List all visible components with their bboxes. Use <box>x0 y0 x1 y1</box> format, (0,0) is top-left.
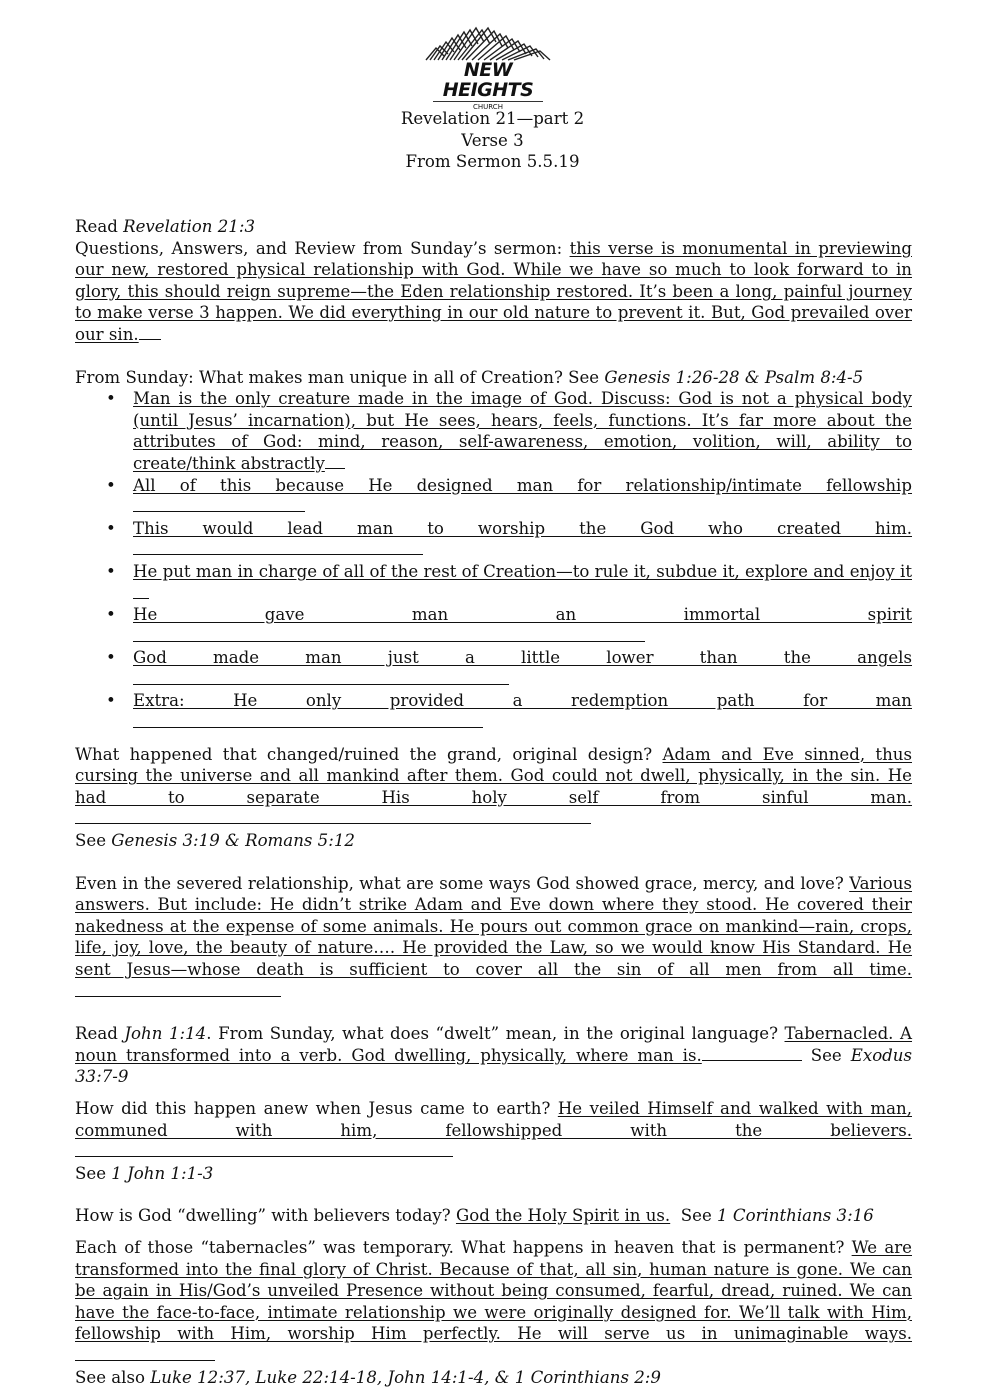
logo-subtitle: CHURCH <box>433 101 543 112</box>
section-jesus-came: How did this happen anew when Jesus came to earth? He veiled Himself and walked with man, communed with him, fellowshipped with the believers. See 1 John 1:1-3 <box>75 1098 912 1183</box>
list-item: • God made man just a little lower than the angels <box>133 647 912 690</box>
question-text: How is God “dwelling” with believers today? <box>75 1206 456 1226</box>
header-verse: Verse 3 <box>461 130 524 150</box>
church-logo <box>420 26 556 111</box>
question-text: Each of those “tabernacles” was temporary. What happens in heaven that is permanent? <box>75 1237 852 1257</box>
question-text: Questions, Answers, and Review from Sunday’s sermon: <box>75 238 570 258</box>
list-item: • Extra: He only provided a redemption path for man <box>133 690 912 733</box>
header-title: Revelation 21—part 2 <box>400 109 585 128</box>
answer-text: Various answers. But include: He didn’t strike Adam and Eve down where they stood. He covered their nakedness at the expense of some animals. He pours out common grace on mankind—rain, crops, life, joy, love, the beauty of nature…. He provided the Law, so we would know His Standard. He sent Jesus—whose death is sufficient to cover all the sin of all men from all time. <box>75 873 912 979</box>
scripture-ref: John 1:14 <box>124 1024 207 1044</box>
bullet-icon: • <box>106 561 116 581</box>
section-dwelling-today: How is God “dwelling” with believers today? God the Holy Spirit in us. See 1 Corinthians 3:16 <box>75 1206 874 1226</box>
section-original-design: What happened that changed/ruined the grand, original design? Adam and Eve sinned, thus cursing the universe and all mankind after them. God could not dwell, physically, in the sin. He had to separate His holy self from sinful man. See Genesis 3:19 & Romans 5:12 <box>75 744 912 851</box>
list-item: • This would lead man to worship the God who created him. <box>133 518 912 561</box>
list-item: • He put man in charge of all of the rest of Creation—to rule it, subdue it, explore and enjoy it <box>133 561 912 604</box>
answer-blank <box>75 1142 453 1157</box>
section-grace-mercy-love <box>75 873 912 1003</box>
header-sermon-date: From Sermon 5.5.19 <box>405 152 580 171</box>
bullet-icon: • <box>106 691 116 711</box>
worksheet-body <box>75 216 912 1388</box>
scripture-ref: Genesis 3:19 & Romans 5:12 <box>111 831 355 851</box>
answer-blank <box>75 809 591 824</box>
bullet-icon: • <box>106 475 116 495</box>
answer-text: We are transformed into the final glory of Christ. Because of that, all sin, human nature is gone. We can be again in His/God’s unveiled Presence without being consumed, fearful, dread, ruined. We can have the face-to-face, intimate relationship we were originally designed for. We’ll talk with Him, fellowship with Him, worship Him perfectly. He will serve us in unimaginable ways. <box>75 1237 912 1344</box>
question-text: How did this happen anew when Jesus came to earth? <box>75 1098 558 1118</box>
mountain-logo-icon <box>422 26 554 62</box>
bullet-icon: • <box>106 518 116 538</box>
scripture-ref: Luke 12:37, Luke 22:14-18, John 14:1-4, & 1 Corinthians 2:9 <box>150 1367 661 1387</box>
bullet-icon: • <box>106 605 116 625</box>
logo-wordmark: NEW HEIGHTS <box>442 59 534 101</box>
section-heaven-permanent: Each of those “tabernacles” was temporary. What happens in heaven that is permanent? We are transformed into the final glory of Christ. Because of that, all sin, human nature is gone. We can be again in His/God’s unveiled Presence without being consumed, fearful, dread, ruined. We can have the face-to-face, intimate relationship we were originally designed for. We’ll talk with Him, fellowship with Him, worship Him perfectly. He will serve us in unimaginable ways. See also Luke 12:37, Luke 22:14-18, John 14:1-4, & 1 Corinthians 2:9 <box>75 1237 912 1387</box>
question-text: From Sunday: What makes man unique in all of Creation? See <box>75 367 605 387</box>
list-item: • Man is the only creature made in the image of God. Discuss: God is not a physical body (until Jesus’ incarnation), but He sees, hears, feels, functions. It’s far more about the attributes of God: mind, reason, self-awareness, emotion, volition, will, ability to create/think abstractly <box>106 389 912 473</box>
scripture-ref: 1 Corinthians 3:16 <box>717 1206 874 1226</box>
answer-blank <box>702 1046 802 1061</box>
question-text: What happened that changed/ruined the grand, original design? <box>75 744 663 764</box>
answer-text: this verse is monumental in previewing our new, restored physical relationship with God. While we have so much to look forward to in glory, this should reign supreme—the Eden relationship restored. It’s been a long, painful journey to make verse 3 happen. We did everything in our old nature to prevent it. But, God prevailed over our sin. <box>75 238 912 344</box>
bullet-icon: • <box>106 389 116 409</box>
answer-blank <box>139 325 161 340</box>
list-item: • He gave man an immortal spirit <box>133 604 912 647</box>
question-text: . From Sunday, what does “dwelt” mean, in the original language? <box>206 1024 785 1044</box>
answer-text: Adam and Eve sinned, thus cursing the universe and all mankind after them. God could not dwell, physically, in the sin. He had to separate His holy self from sinful man. <box>75 744 912 807</box>
answer-text: Tabernacled. A noun transformed into a verb. God dwelling, physically, where man is. <box>75 1024 912 1065</box>
section-read-revelation <box>75 216 912 346</box>
answer-blank <box>75 1346 215 1361</box>
question-text: Even in the severed relationship, what are some ways God showed grace, mercy, and love? <box>75 873 850 893</box>
answer-text: God the Holy Spirit in us. <box>455 1206 671 1226</box>
page-header <box>0 108 985 173</box>
answer-text: He veiled Himself and walked with man, communed with him, fellowshipped with the believers. <box>75 1098 912 1140</box>
scripture-ref: 1 John 1:1-3 <box>111 1163 214 1183</box>
section-man-unique <box>75 367 912 389</box>
scripture-ref: Genesis 1:26-28 & Psalm 8:4-5 <box>604 367 864 387</box>
scripture-ref: Revelation 21:3 <box>123 217 256 236</box>
answer-list <box>75 388 912 734</box>
section-dwelt-meaning: Read John 1:14. From Sunday, what does “dwelt” mean, in the original language? Tabernacled. A noun transformed into a verb. God dwelling, physically, where man is. See Exodus 33:7-9 <box>75 1024 913 1087</box>
bullet-icon: • <box>106 648 116 668</box>
read-label: Read <box>75 217 124 236</box>
answer-blank <box>75 982 281 997</box>
scripture-ref: Exodus 33:7-9 <box>75 1045 913 1087</box>
list-item: • All of this because He designed man for relationship/intimate fellowship <box>133 475 912 518</box>
